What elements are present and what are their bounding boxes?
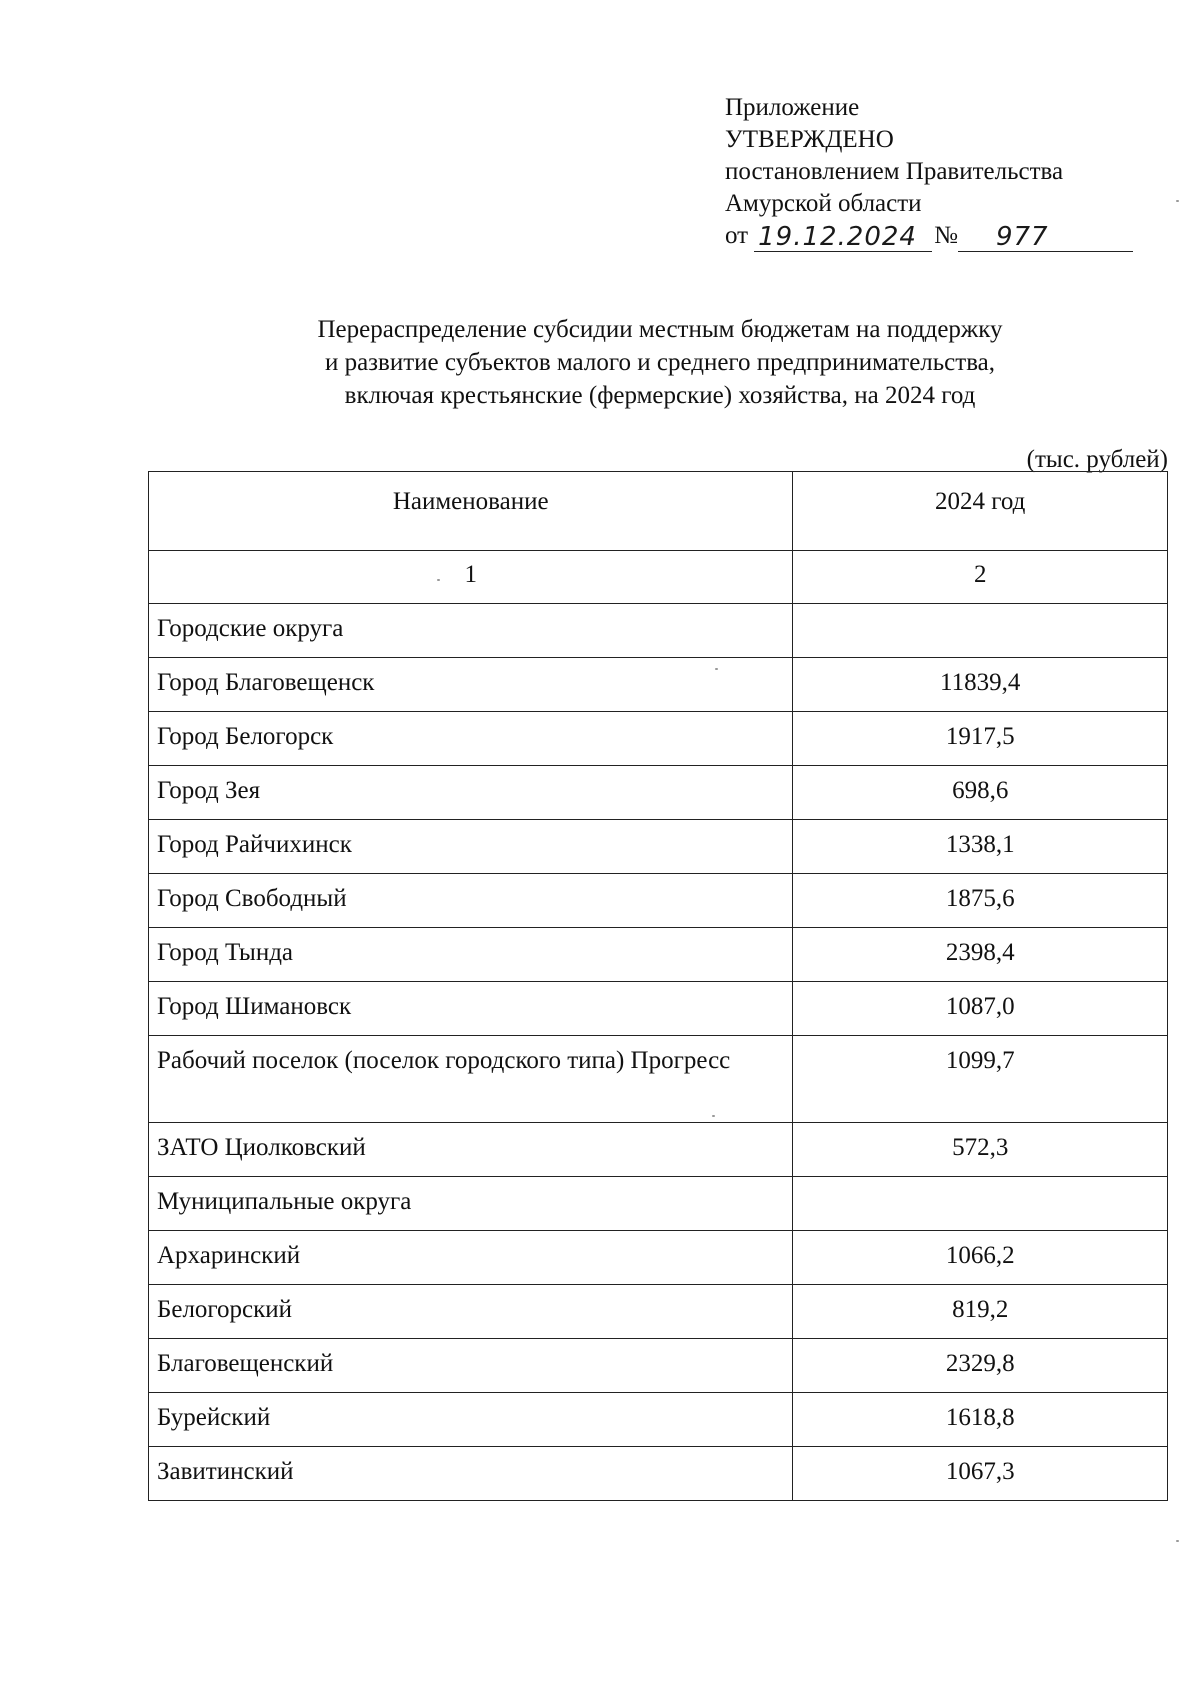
header-year: 2024 год	[793, 472, 1168, 551]
row-value	[793, 604, 1168, 658]
row-name: Белогорский	[149, 1285, 793, 1339]
table-row	[149, 1285, 1168, 1339]
row-name: Архаринский	[149, 1231, 793, 1285]
row-name: Город Тында	[149, 928, 793, 982]
title-line: Перераспределение субсидии местным бюджетам на поддержку	[317, 316, 1003, 343]
row-value: 1917,5	[793, 712, 1168, 766]
decree-number: 977	[958, 223, 1133, 252]
row-name: Благовещенский	[149, 1339, 793, 1393]
table-row	[149, 1447, 1168, 1501]
appendix-label: Приложение	[725, 94, 860, 121]
approved-by-label: постановлением Правительства	[725, 158, 1064, 185]
table-row	[149, 604, 1168, 658]
decree-date: 19.12.2024	[754, 223, 932, 252]
row-name: Город Благовещенск	[149, 658, 793, 712]
row-value	[793, 1177, 1168, 1231]
row-value: 1087,0	[793, 982, 1168, 1036]
scan-speck	[715, 668, 718, 670]
row-name: Город Свободный	[149, 874, 793, 928]
row-value: 1338,1	[793, 820, 1168, 874]
scan-speck	[437, 579, 440, 581]
table-row	[149, 1123, 1168, 1177]
row-name: Рабочий поселок (поселок городского типа) Прогресс	[149, 1036, 793, 1123]
table-row	[149, 928, 1168, 982]
approved-label: УТВЕРЖДЕНО	[725, 126, 894, 153]
table-row	[149, 1231, 1168, 1285]
row-value: 819,2	[793, 1285, 1168, 1339]
region-label: Амурской области	[725, 190, 922, 217]
table-row	[149, 820, 1168, 874]
row-value: 2329,8	[793, 1339, 1168, 1393]
row-value: 11839,4	[793, 658, 1168, 712]
column-number-row	[149, 551, 1168, 604]
row-name: Завитинский	[149, 1447, 793, 1501]
title-line: и развитие субъектов малого и среднего предпринимательства,	[324, 349, 996, 376]
row-value: 1067,3	[793, 1447, 1168, 1501]
column-number: 2	[793, 551, 1168, 604]
table-row	[149, 712, 1168, 766]
row-name: Город Шимановск	[149, 982, 793, 1036]
row-value: 1875,6	[793, 874, 1168, 928]
table-row	[149, 874, 1168, 928]
header-name: Наименование	[149, 472, 793, 551]
scan-speck	[712, 1115, 715, 1117]
table-row	[149, 1393, 1168, 1447]
row-name: Город Белогорск	[149, 712, 793, 766]
approval-block	[725, 92, 1133, 252]
table-header-row	[149, 472, 1168, 551]
table-row	[149, 1339, 1168, 1393]
table-row	[149, 982, 1168, 1036]
row-value: 1618,8	[793, 1393, 1168, 1447]
row-name: Бурейский	[149, 1393, 793, 1447]
decree-date-line	[725, 220, 1133, 252]
row-value: 572,3	[793, 1123, 1168, 1177]
scan-speck	[1176, 200, 1179, 202]
row-value: 698,6	[793, 766, 1168, 820]
row-name: Городские округа	[149, 604, 793, 658]
row-name: Муниципальные округа	[149, 1177, 793, 1231]
units-label: (тыс. рублей)	[1026, 446, 1168, 473]
number-label: №	[934, 222, 958, 249]
date-prefix: от	[725, 222, 749, 249]
column-number: 1	[149, 551, 793, 604]
table-row	[149, 766, 1168, 820]
scan-speck	[1176, 1540, 1179, 1542]
title-line: включая крестьянские (фермерские) хозяйства, на 2024 год	[344, 382, 976, 409]
document-title	[160, 313, 1160, 412]
table-row	[149, 1036, 1168, 1123]
table-row	[149, 658, 1168, 712]
row-value: 1099,7	[793, 1036, 1168, 1123]
row-name: Город Райчихинск	[149, 820, 793, 874]
row-value: 2398,4	[793, 928, 1168, 982]
table-row	[149, 1177, 1168, 1231]
row-name: ЗАТО Циолковский	[149, 1123, 793, 1177]
row-name: Город Зея	[149, 766, 793, 820]
row-value: 1066,2	[793, 1231, 1168, 1285]
subsidy-table	[148, 471, 1168, 1501]
